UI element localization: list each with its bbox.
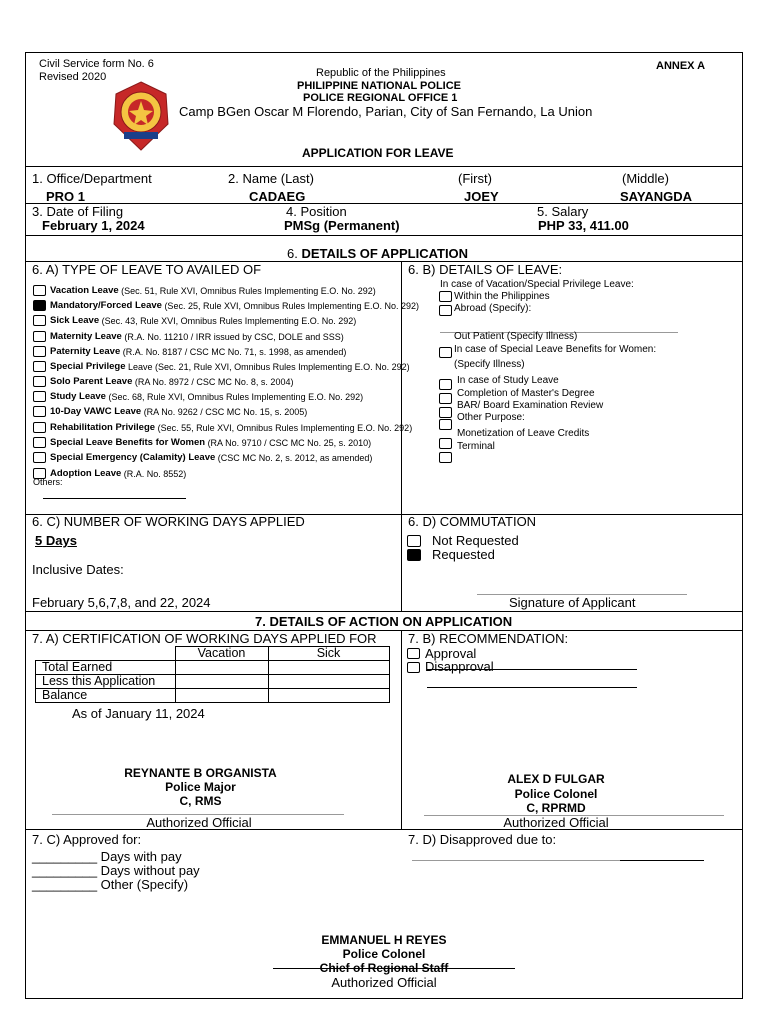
special-women-checkbox[interactable] <box>439 347 452 358</box>
terminal-label: Terminal <box>457 441 495 452</box>
commutation-heading: 6. D) COMMUTATION <box>408 514 537 529</box>
approving-official-name: EMMANUEL H REYES <box>321 933 447 947</box>
disapproval-line-2 <box>427 687 637 688</box>
disapproved-reason-line <box>412 860 622 861</box>
abroad-label: Abroad (Specify): <box>454 303 532 314</box>
leave-type-checkbox[interactable] <box>33 285 46 296</box>
total-earned-sick[interactable] <box>268 661 389 675</box>
monetization-label: Monetization of Leave Credits <box>457 428 590 439</box>
study-case-checkbox[interactable] <box>439 379 452 390</box>
disapproval-line-1 <box>427 669 637 670</box>
table-corner-cell <box>36 647 176 661</box>
leave-type-item[interactable] <box>33 406 307 417</box>
leave-type-checkbox[interactable] <box>33 346 46 357</box>
leave-type-reference: Leave (Sec. 21, Rule XVI, Omnibus Rules Implementing E.O. No. 292) <box>128 361 410 372</box>
leave-type-name: Rehabilitation Privilege <box>50 422 156 433</box>
within-ph-checkbox[interactable] <box>439 291 452 302</box>
not-requested-checkbox[interactable] <box>407 535 421 547</box>
leave-type-checkbox[interactable] <box>33 406 46 417</box>
certifying-official-role: Authorized Official <box>146 815 252 830</box>
leave-type-name: Adoption Leave <box>50 468 122 479</box>
leave-type-reference: (Sec. 51, Rule XVI, Omnibus Rules Implementing E.O. No. 292) <box>121 285 376 296</box>
leave-type-checkbox[interactable] <box>33 361 46 372</box>
section6-heading <box>287 246 468 261</box>
certification-heading: 7. A) CERTIFICATION OF WORKING DAYS APPLIED FOR <box>32 631 377 646</box>
form-number: Civil Service form No. 6 <box>39 58 154 70</box>
agency-name: PHILIPPINE NATIONAL POLICE <box>297 80 461 92</box>
not-requested-label: Not Requested <box>432 533 519 548</box>
special-women-label: In case of Special Leave Benefits for Women: <box>454 344 657 355</box>
leave-type-item[interactable] <box>33 285 376 296</box>
position-label: 4. Position <box>286 204 347 219</box>
name-middle-label: (Middle) <box>622 171 669 186</box>
leave-type-name: Vacation Leave <box>50 285 119 296</box>
leave-type-checkbox[interactable] <box>33 376 46 387</box>
other-specify: _________ Other (Specify) <box>32 877 189 892</box>
abroad-checkbox[interactable] <box>439 305 452 316</box>
total-earned-vacation[interactable] <box>175 661 268 675</box>
leave-type-name: Solo Parent Leave <box>50 376 133 387</box>
office-address: Camp BGen Oscar M Florendo, Parian, City of San Fernando, La Union <box>179 104 593 119</box>
approving-signature-line <box>273 968 515 969</box>
bar-exam-checkbox[interactable] <box>439 407 452 418</box>
leave-type-checkbox[interactable] <box>33 300 46 311</box>
working-days-heading: 6. C) NUMBER OF WORKING DAYS APPLIED <box>32 514 305 529</box>
inclusive-dates-value: February 5,6,7,8, and 22, 2024 <box>32 595 211 610</box>
balance-sick[interactable] <box>268 689 389 703</box>
recommending-official-title: C, RPRMD <box>526 801 586 815</box>
first-name-value: JOEY <box>464 189 499 204</box>
leave-type-name: Maternity Leave <box>50 331 122 342</box>
masters-checkbox[interactable] <box>439 393 452 404</box>
leave-type-name: Study Leave <box>50 391 106 402</box>
inclusive-dates-label: Inclusive Dates: <box>32 562 124 577</box>
requested-label: Requested <box>432 547 495 562</box>
specify-illness-label: (Specify Illness) <box>454 359 525 370</box>
applicant-signature-label: Signature of Applicant <box>509 595 636 610</box>
leave-type-checkbox[interactable] <box>33 391 46 402</box>
recommending-official-role: Authorized Official <box>503 815 609 830</box>
leave-type-checkbox[interactable] <box>33 452 46 463</box>
within-ph-label: Within the Philippines <box>454 291 550 302</box>
days-with-pay: _________ Days with pay <box>32 849 182 864</box>
total-earned-label: Total Earned <box>36 661 176 675</box>
leave-type-reference: (R.A. No. 11210 / IRR issued by CSC, DOLE and SSS) <box>124 331 344 342</box>
out-patient-label: Out Patient (Specify Illness) <box>454 331 578 342</box>
leave-type-item[interactable] <box>33 331 344 342</box>
last-name-value: CADAEG <box>249 189 306 204</box>
disapproval-label: Disapproval <box>425 659 494 674</box>
leave-type-item[interactable] <box>33 452 372 463</box>
leave-type-reference: (CSC MC No. 2, s. 2012, as amended) <box>217 452 373 463</box>
leave-type-heading: 6. A) TYPE OF LEAVE TO AVAILED OF <box>32 262 262 277</box>
frame-bottom <box>25 998 743 999</box>
monetization-checkbox[interactable] <box>439 438 452 449</box>
position-value: PMSg (Permanent) <box>284 218 400 233</box>
leave-type-reference: (Sec. 68, Rule XVI, Omnibus Rules Implementing E.O. No. 292) <box>108 391 364 402</box>
annex-label: ANNEX A <box>656 60 706 72</box>
leave-type-name: Special Emergency (Calamity) Leave <box>50 452 216 463</box>
certifying-official-name: REYNANTE B ORGANISTA <box>124 766 277 780</box>
recommending-official-rank: Police Colonel <box>514 787 598 801</box>
study-case-label: In case of Study Leave <box>457 375 559 386</box>
days-without-pay: _________ Days without pay <box>32 863 200 878</box>
working-days-value: 5 Days <box>35 533 77 548</box>
leave-type-name: 10-Day VAWC Leave <box>50 406 142 417</box>
republic-line: Republic of the Philippines <box>316 67 446 79</box>
leave-type-name: Special Leave Benefits for Women <box>50 437 206 448</box>
section7-heading: 7. DETAILS OF ACTION ON APPLICATION <box>255 614 513 629</box>
as-of-date: As of January 11, 2024 <box>72 706 205 721</box>
others-line <box>43 498 186 499</box>
less-application-vacation[interactable] <box>175 675 268 689</box>
bar-exam-label: BAR/ Board Examination Review <box>457 400 604 411</box>
approving-official-role: Authorized Official <box>331 975 437 990</box>
table-row <box>36 661 390 675</box>
leave-type-item[interactable] <box>33 422 412 433</box>
leave-type-reference: (RA No. 9262 / CSC MC No. 15, s. 2005) <box>143 406 308 417</box>
frame-left <box>25 52 26 999</box>
salary-value: PHP 33, 411.00 <box>538 218 629 233</box>
form-title: APPLICATION FOR LEAVE <box>302 146 454 160</box>
approving-official-rank: Police Colonel <box>342 947 426 961</box>
less-application-sick[interactable] <box>268 675 389 689</box>
date-filing-label: 3. Date of Filing <box>32 204 124 219</box>
other-purpose-label: Other Purpose: <box>457 412 525 423</box>
table-row <box>36 675 390 689</box>
salary-label: 5. Salary <box>537 204 589 219</box>
leave-type-checkbox[interactable] <box>33 315 46 326</box>
masters-label: Completion of Master's Degree <box>457 388 595 399</box>
leave-type-reference: (Sec. 25, Rule XVI, Omnibus Rules Implementing E.O. No. 292) <box>164 300 420 311</box>
office-label: 1. Office/Department <box>32 171 152 186</box>
pnp-seal-logo <box>112 80 170 152</box>
others-label: Others: <box>33 477 63 487</box>
recommendation-heading: 7. B) RECOMMENDATION: <box>408 631 569 646</box>
sick-column-header: Sick <box>268 647 389 661</box>
leave-type-reference: (R.A. No. 8187 / CSC MC No. 71, s. 1998, as amended) <box>122 346 347 357</box>
leave-type-name: Paternity Leave <box>50 346 121 357</box>
leave-type-item[interactable] <box>33 361 410 372</box>
section6-heading-text: DETAILS OF APPLICATION <box>301 246 469 261</box>
leave-type-reference: (RA No. 8972 / CSC MC No. 8, s. 2004) <box>134 376 294 387</box>
leave-type-checkbox[interactable] <box>33 437 46 448</box>
frame-right <box>742 52 743 999</box>
vacation-column-header: Vacation <box>175 647 268 661</box>
section6-heading-prefix: 6. <box>287 246 302 261</box>
leave-type-reference: (Sec. 43, Rule XVI, Omnibus Rules Implementing E.O. No. 292) <box>101 315 357 326</box>
rule-after-title <box>25 166 743 167</box>
leave-credits-table <box>35 646 390 703</box>
column-divider-6 <box>401 261 402 611</box>
disapproval-checkbox[interactable] <box>407 662 420 673</box>
leave-type-checkbox[interactable] <box>33 422 46 433</box>
vacation-case-label: In case of Vacation/Special Privilege Leave: <box>440 279 634 290</box>
rule-section7-top <box>25 611 743 612</box>
balance-label: Balance <box>36 689 176 703</box>
disapproved-reason-line-2 <box>620 860 704 861</box>
rule-after-filing <box>25 235 743 236</box>
recommending-official-name: ALEX D FULGAR <box>507 772 605 786</box>
leave-type-reference: (Sec. 55, Rule XVI, Omnibus Rules Implementing E.O. No. 292) <box>157 422 413 433</box>
leave-type-item[interactable] <box>33 300 419 311</box>
name-last-label: 2. Name (Last) <box>228 171 314 186</box>
approved-for-heading: 7. C) Approved for: <box>32 832 142 847</box>
certifying-official-title: C, RMS <box>179 794 222 808</box>
leave-type-item[interactable] <box>33 346 346 357</box>
leave-type-item[interactable] <box>33 391 363 402</box>
form-revised: Revised 2020 <box>39 71 107 83</box>
leave-type-name: Special Privilege <box>50 361 126 372</box>
details-heading: 6. B) DETAILS OF LEAVE: <box>408 262 563 277</box>
requested-checkbox[interactable] <box>407 549 421 561</box>
less-application-label: Less this Application <box>36 675 176 689</box>
approval-checkbox[interactable] <box>407 648 420 659</box>
certifying-official-rank: Police Major <box>165 780 236 794</box>
middle-name-value: SAYANGDA <box>620 189 693 204</box>
date-filing-value: February 1, 2024 <box>42 218 145 233</box>
leave-type-name: Sick Leave <box>50 315 100 326</box>
leave-type-reference: (RA No. 9710 / CSC MC No. 25, s. 2010) <box>207 437 372 448</box>
approving-official-title: Chief of Regional Staff <box>319 961 449 975</box>
other-purpose-checkbox[interactable] <box>439 419 452 430</box>
leave-type-item[interactable] <box>33 437 371 448</box>
leave-type-reference: (R.A. No. 8552) <box>123 468 187 479</box>
leave-type-item[interactable] <box>33 315 356 326</box>
balance-vacation[interactable] <box>175 689 268 703</box>
frame-top-right <box>210 52 743 53</box>
table-header-row <box>36 647 390 661</box>
table-row <box>36 689 390 703</box>
column-divider-7 <box>401 630 402 830</box>
leave-type-item[interactable] <box>33 376 293 387</box>
office-name: POLICE REGIONAL OFFICE 1 <box>303 92 458 104</box>
leave-type-checkbox[interactable] <box>33 331 46 342</box>
disapproved-heading: 7. D) Disapproved due to: <box>408 832 557 847</box>
name-first-label: (First) <box>458 171 492 186</box>
approval-label: Approval <box>425 646 477 661</box>
terminal-checkbox[interactable] <box>439 452 452 463</box>
frame-top-left <box>25 52 210 53</box>
office-value: PRO 1 <box>46 189 86 204</box>
leave-type-name: Mandatory/Forced Leave <box>50 300 162 311</box>
